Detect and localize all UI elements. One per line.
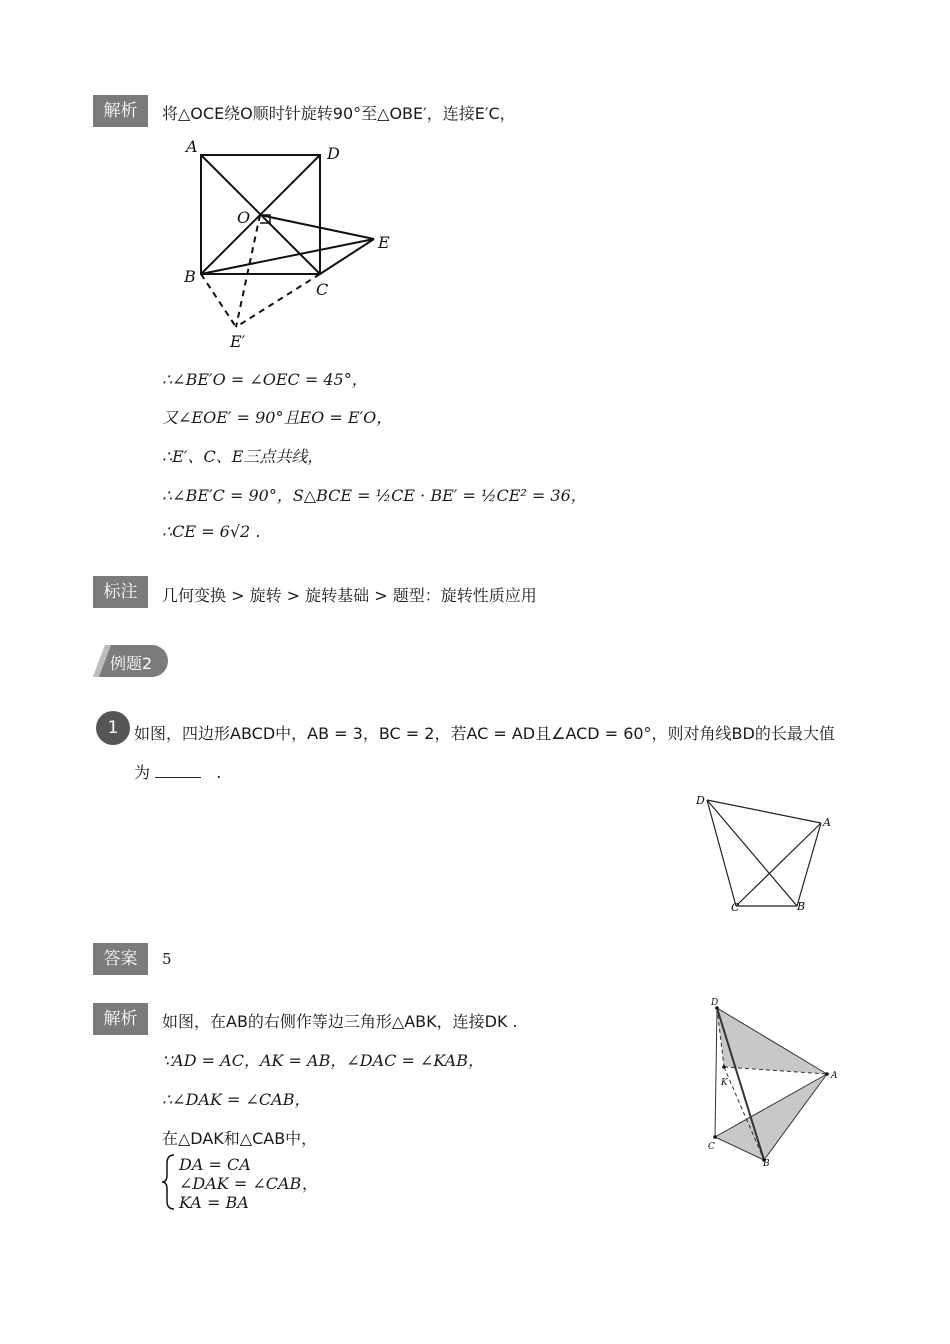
analysis-tag-2: 解析 [93, 1003, 148, 1035]
note-tag: 标注 [93, 576, 148, 608]
step-5: ∴CE = 6√2 . [162, 522, 261, 541]
system-suffix: ， [302, 1174, 319, 1193]
note-text: 几何变换 > 旋转 > 旋转基础 > 题型：旋转性质应用 [162, 586, 537, 605]
quadrilateral-figure [690, 790, 840, 920]
question-suffix: . [216, 763, 222, 782]
q-label-C: C [731, 901, 740, 914]
e-label-B: B [763, 1159, 770, 1169]
question-prefix: 为 [134, 763, 151, 782]
square-rotation-figure [180, 135, 410, 355]
e-label-K: K [721, 1078, 728, 1088]
question-line-1: 如图，四边形ABCD中，AB = 3，BC = 2，若AC = AD且∠ACD = 60°，则对角线BD的长最大值 [134, 724, 835, 743]
system-eq-2: ∠DAK = ∠CAB [179, 1174, 302, 1193]
label-A: A [186, 137, 198, 156]
e-label-C: C [708, 1142, 715, 1152]
system-brace [161, 1153, 177, 1211]
answer-tag: 答案 [93, 943, 148, 975]
step-3: ∴E′、C、E三点共线， [162, 447, 324, 466]
q-label-D: D [696, 794, 705, 807]
system-eq-1: DA = CA [179, 1155, 251, 1174]
label-E: E [378, 233, 390, 252]
q-label-A: A [823, 816, 831, 829]
label-O: O [237, 208, 251, 227]
q-label-B: B [797, 900, 806, 913]
e-label-A: A [831, 1071, 838, 1081]
step-2: 又∠EOE′ = 90°且EO = E′O， [162, 408, 393, 427]
proof-step-3: 在△DAK和△CAB中， [162, 1129, 318, 1148]
proof-step-2: ∴∠DAK = ∠CAB， [162, 1090, 311, 1109]
question-line-2 [134, 760, 221, 783]
label-B: B [184, 267, 196, 286]
step-4: ∴∠BE′C = 90°，S△BCE = ½CE · BE′ = ½CE² = 36， [162, 486, 587, 505]
label-E-prime: E′ [230, 332, 246, 351]
label-D: D [327, 144, 340, 163]
equilateral-figure [700, 990, 845, 1170]
analysis2-intro: 如图，在AB的右侧作等边三角形△ABK，连接DK . [162, 1012, 518, 1031]
step-1: ∴∠BE′O = ∠OEC = 45°， [162, 370, 368, 389]
e-label-D: D [711, 998, 719, 1008]
system-eq-3: KA = BA [179, 1193, 249, 1212]
analysis-tag: 解析 [93, 95, 148, 127]
proof-step-1: ∵AD = AC，AK = AB，∠DAC = ∠KAB， [162, 1051, 484, 1070]
answer-blank [155, 763, 201, 778]
label-C: C [316, 280, 329, 299]
example-label: 例题2 [110, 654, 153, 673]
analysis-intro: 将△OCE绕O顺时针旋转90°至△OBE′，连接E′C， [162, 104, 516, 123]
question-number: 1 [96, 711, 130, 745]
answer-value: 5 [162, 950, 172, 968]
